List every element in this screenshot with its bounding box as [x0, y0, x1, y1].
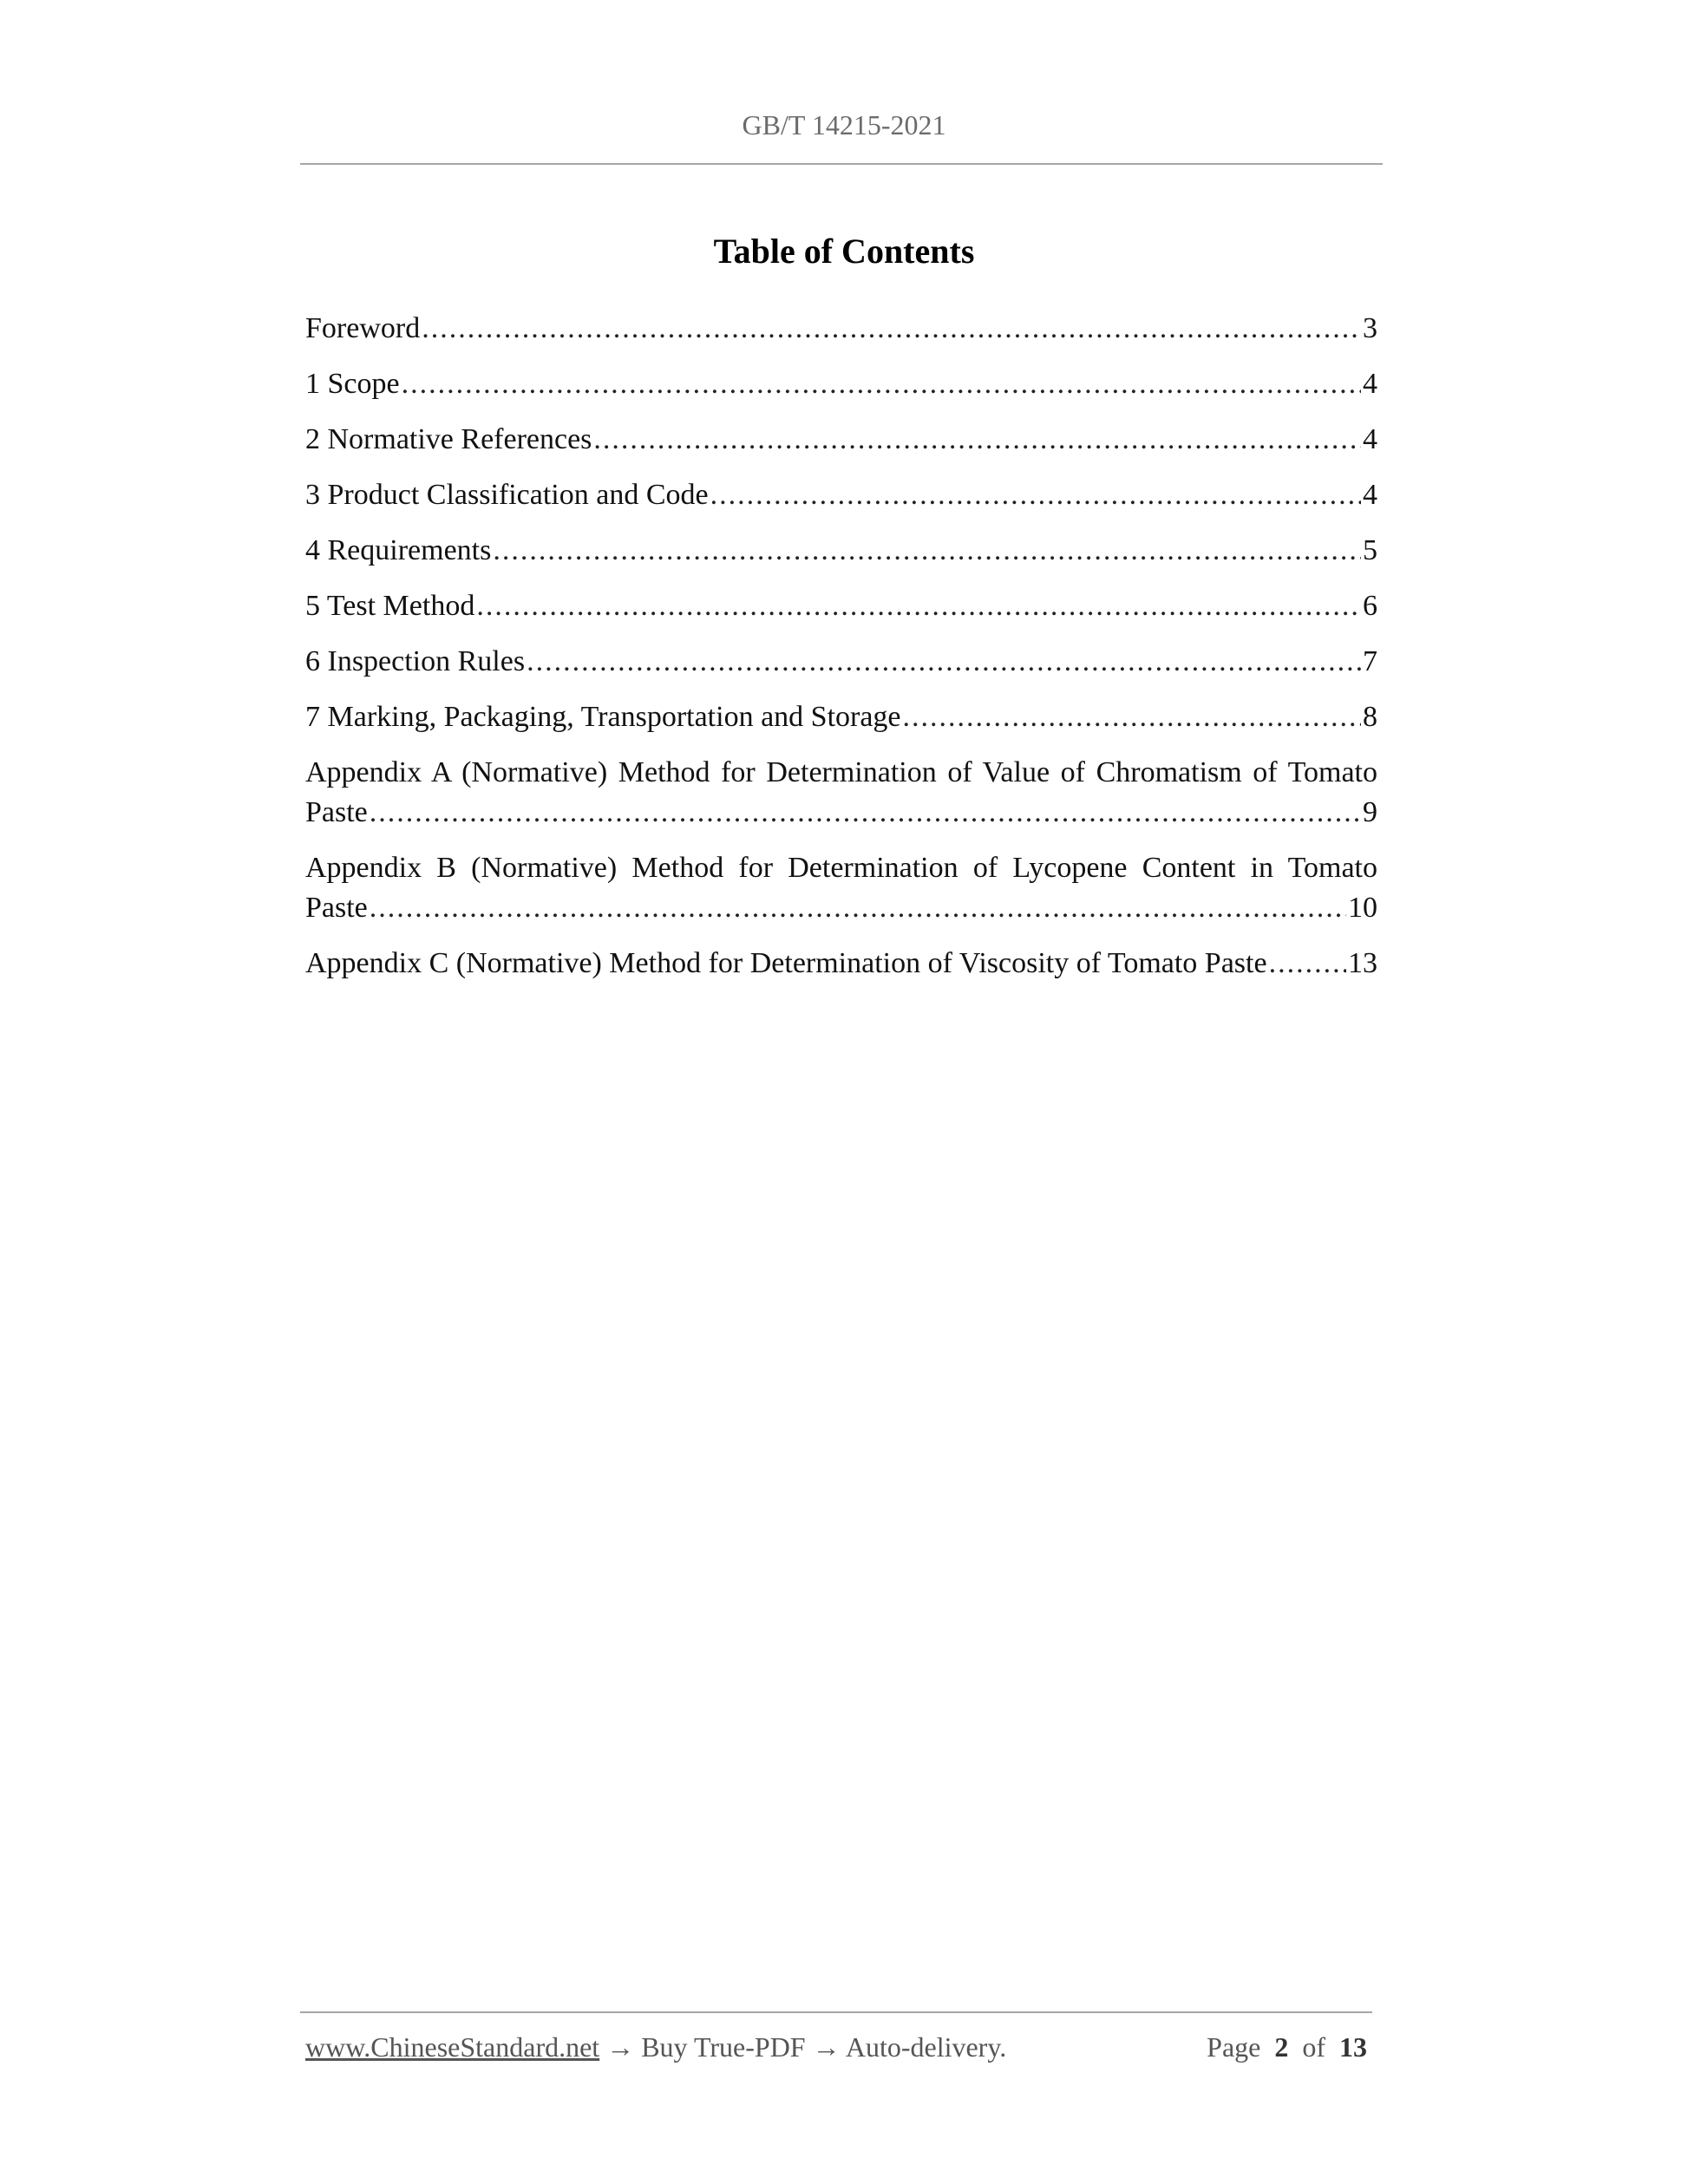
toc-entry-appendix-c[interactable]: Appendix C (Normative) Method for Determination of Viscosity of Tomato Paste ..... 13	[305, 944, 1377, 984]
current-page: 2	[1274, 2031, 1289, 2063]
page-number: 4	[1363, 479, 1377, 511]
toc-entry-appendix-a[interactable]: Appendix A (Normative) Method for Determination of Value of Chromatism of Tomato Paste ..... 9	[305, 753, 1377, 833]
document-code-header: GB/T 14215-2021	[742, 109, 946, 141]
footer-promo	[305, 2031, 1006, 2063]
toc-entry-marking-packaging[interactable]: 7 Marking, Packaging, Transportation and Storage ..... 8	[305, 697, 1377, 737]
leader-dots	[710, 475, 1361, 515]
page-number: 8	[1363, 701, 1377, 733]
page-number: 13	[1348, 947, 1377, 979]
toc-entry-inspection-rules[interactable]: 6 Inspection Rules ..... 7	[305, 642, 1377, 682]
page-number: 4	[1363, 368, 1377, 400]
buy-pdf-text: Buy True-PDF	[641, 2031, 806, 2063]
toc-entry-requirements[interactable]: 4 Requirements ..... 5	[305, 531, 1377, 571]
website-link[interactable]: www.ChineseStandard.net	[305, 2031, 600, 2063]
leader-dots	[593, 420, 1361, 460]
toc-entry-normative-references[interactable]: 2 Normative References ..... 4	[305, 420, 1377, 460]
leader-dots	[1269, 944, 1346, 984]
page-number: 10	[1348, 892, 1377, 924]
total-pages: 13	[1339, 2031, 1367, 2063]
page-title: Table of Contents	[713, 232, 975, 271]
arrow-right-icon: →	[812, 2031, 841, 2063]
toc-entry-classification[interactable]: 3 Product Classification and Code ..... 4	[305, 475, 1377, 515]
leader-dots	[903, 697, 1361, 737]
arrow-right-icon: →	[606, 2031, 635, 2063]
page-number: 6	[1363, 590, 1377, 622]
toc-entry-test-method[interactable]: 5 Test Method ..... 6	[305, 586, 1377, 626]
page-number: 3	[1363, 312, 1377, 344]
footer-divider	[300, 2011, 1372, 2013]
leader-dots	[422, 309, 1361, 349]
page-indicator: Page 2 of 13	[1207, 2031, 1367, 2063]
toc-entry-foreword[interactable]: Foreword ..... 3	[305, 309, 1377, 349]
leader-dots	[370, 793, 1361, 833]
header-divider	[300, 163, 1383, 165]
leader-dots	[476, 586, 1361, 626]
leader-dots	[402, 364, 1361, 404]
leader-dots	[370, 888, 1346, 928]
table-of-contents	[305, 309, 1377, 999]
page-number: 7	[1363, 645, 1377, 677]
page-number: 9	[1363, 796, 1377, 828]
leader-dots	[493, 531, 1361, 571]
page-number: 4	[1363, 423, 1377, 455]
toc-entry-appendix-b[interactable]: Appendix B (Normative) Method for Determination of Lycopene Content in Tomato Paste ..... 10	[305, 848, 1377, 928]
page-footer	[305, 2031, 1367, 2063]
page-number: 5	[1363, 534, 1377, 566]
auto-delivery-text: Auto-delivery.	[845, 2031, 1007, 2063]
toc-entry-scope[interactable]: 1 Scope ..... 4	[305, 364, 1377, 404]
leader-dots	[527, 642, 1361, 682]
